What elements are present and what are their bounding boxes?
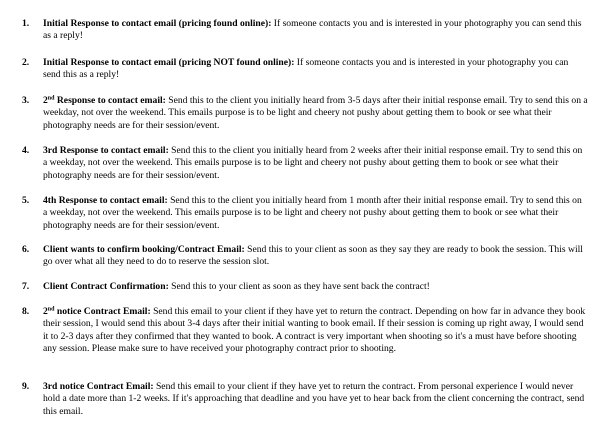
- item-label: Client Contract Confirmation:: [43, 281, 169, 292]
- item-body: [43, 244, 588, 269]
- item-label: [43, 95, 166, 106]
- label-superscript: nd: [47, 306, 55, 313]
- item-text: Send this email to your client if they have yet to return the contract. Depending on how far in advance they book their session, I would send this about 3-4 days after their initial wanting to book email. If their session is coming up right away, I would send it to 2-3 days after they confirmed that they wanted to book. A contract is very important when shooting so it's a must have before shooting any session. Please make sure to have received your photography contract prior to shooting.: [43, 306, 586, 354]
- item-body: [43, 306, 588, 355]
- item-body: [43, 195, 588, 232]
- item-body: [43, 281, 588, 293]
- label-prefix: 2: [43, 95, 48, 106]
- item-body: [43, 381, 588, 418]
- item-number: 2.: [22, 57, 30, 68]
- item-body: [43, 145, 588, 182]
- item-label: 4th Response to contact email:: [43, 195, 168, 206]
- item-text: Send this to your client as soon as they say they are ready to book the session. This will go over what all they need to do to reserve the session slot.: [43, 244, 583, 268]
- item-label: 3rd notice Contract Email:: [43, 381, 154, 392]
- item-text: If someone contacts you and is interested in your photography you can send this as a reply!: [43, 57, 569, 81]
- item-number: 6.: [22, 244, 30, 255]
- label-rest: notice Contract Email:: [54, 306, 151, 317]
- item-text: Send this to the client you initially heard from 2 weeks after their initial response email. Try to send this on a weekday, not over the weekend. This emails purpose is to be light and cheery not pushy about getting them to book or see what their photography needs are for their session/event.: [43, 145, 583, 181]
- item-text: Send this to the client you initially heard from 3-5 days after their initial response email. Try to send this on a weekday, not over the weekend. This emails purpose is to be light and cheery not pushy about getting them to book or see what their photography needs are for their session/event.: [43, 95, 588, 131]
- item-number: 4.: [22, 145, 30, 156]
- item-label: Initial Response to contact email (pricing found online):: [43, 18, 272, 29]
- label-prefix: 2: [43, 306, 48, 317]
- item-number: 5.: [22, 195, 30, 206]
- item-body: [43, 18, 588, 43]
- item-text: Send this email to your client if they have yet to return the contract. From personal experience I would never hold a date more than 1-2 weeks. If it's approaching that deadline and you have yet to hear back from the client concerning the contract, send this email.: [43, 381, 585, 417]
- item-text: Send this to the client you initially heard from 1 month after their initial response email. Try to send this on a weekday, not over the weekend. This emails purpose is to be light and cheery not pushy about getting them to book or see what their photography needs are for their session/event.: [43, 195, 582, 231]
- item-number: 3.: [22, 95, 30, 106]
- item-label: Initial Response to contact email (pricing NOT found online):: [43, 57, 295, 68]
- item-text: Send this to your client as soon as they have sent back the contract!: [168, 281, 430, 292]
- item-number: 1.: [22, 18, 30, 29]
- item-label: Client wants to confirm booking/Contract Email:: [43, 244, 245, 255]
- label-superscript: nd: [47, 95, 55, 102]
- item-label: [43, 306, 151, 317]
- item-number: 8.: [22, 306, 30, 317]
- item-number: 7.: [22, 281, 30, 292]
- item-text: If someone contacts you and is interested in your photography you can send this as a reply!: [43, 18, 582, 42]
- label-rest: Response to contact email:: [54, 95, 166, 106]
- item-body: [43, 57, 588, 82]
- item-number: 9.: [22, 381, 30, 392]
- item-body: [43, 95, 588, 132]
- item-label: 3rd Response to contact email:: [43, 145, 169, 156]
